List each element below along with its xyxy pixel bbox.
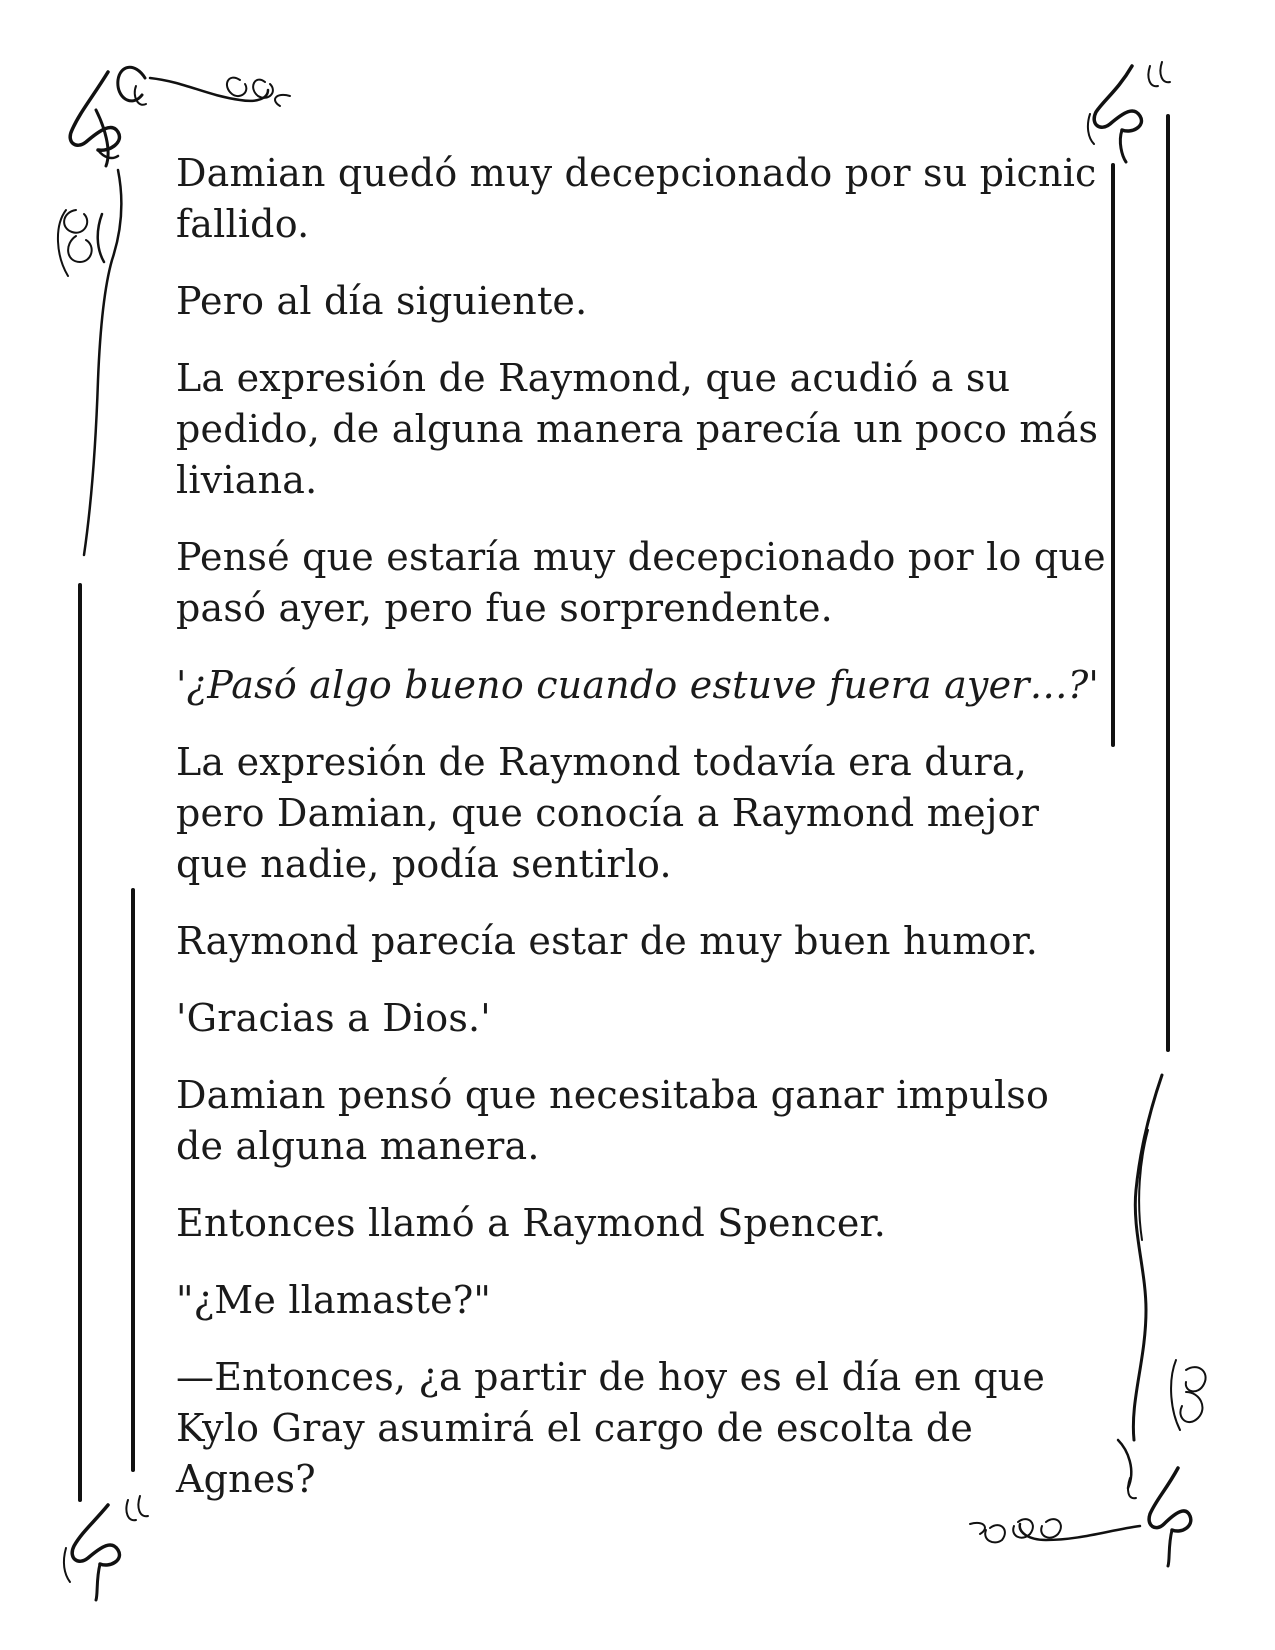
dialogue-line: "¿Me llamaste?" bbox=[176, 1278, 492, 1322]
paragraph: La expresión de Raymond, que acudió a su pedido, de alguna manera parecía un poco más liviana. bbox=[176, 356, 1099, 502]
right-side-flourish bbox=[1133, 1075, 1205, 1440]
story-text bbox=[176, 148, 1106, 1531]
paragraph: La expresión de Raymond todavía era dura, pero Damian, que conocía a Raymond mejor que nadie, podía sentirlo. bbox=[176, 740, 1040, 886]
paragraph: Pero al día siguiente. bbox=[176, 279, 588, 323]
paragraph: 'Gracias a Dios.' bbox=[176, 996, 491, 1040]
paragraph: Damian pensó que necesitaba ganar impulso de alguna manera. bbox=[176, 1073, 1050, 1168]
paragraph: Raymond parecía estar de muy buen humor. bbox=[176, 919, 1039, 963]
paragraph: Entonces llamó a Raymond Spencer. bbox=[176, 1201, 887, 1245]
italic-thought: '¿Pasó algo bueno cuando estuve fuera ayer…?' bbox=[176, 663, 1100, 707]
paragraph: Pensé que estaría muy decepcionado por lo que pasó ayer, pero fue sorprendente. bbox=[176, 535, 1106, 630]
bottom-left-flourish bbox=[64, 1496, 148, 1600]
paragraph: Damian quedó muy decepcionado por su picnic fallido. bbox=[176, 151, 1097, 246]
dialogue-line: —Entonces, ¿a partir de hoy es el día en que Kylo Gray asumirá el cargo de escolta de Agnes? bbox=[176, 1355, 1046, 1501]
